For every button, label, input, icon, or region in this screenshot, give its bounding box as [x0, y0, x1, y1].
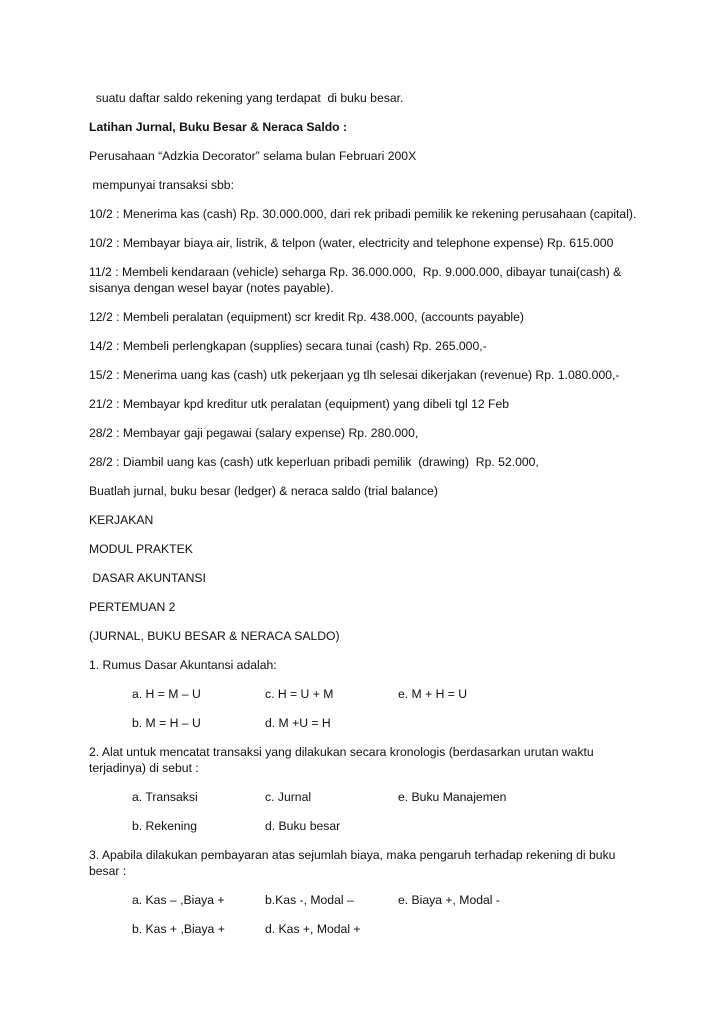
question-options [89, 789, 649, 834]
question-options [89, 686, 649, 731]
exercise-title: Latihan Jurnal, Buku Besar & Neraca Saldo : [89, 120, 348, 134]
transaction-line: 12/2 : Membeli peralatan (equipment) scr kredit Rp. 438.000, (accounts payable) [89, 310, 524, 324]
option-b-alt: b.Kas -, Modal – [265, 893, 354, 907]
option-row [132, 789, 649, 805]
transaction-line: 15/2 : Menerima uang kas (cash) utk pekerjaan yg tlh selesai dikerjakan (revenue) Rp. 1.080.000,- [89, 368, 620, 382]
transaction-line: 10/2 : Membayar biaya air, listrik, & telpon (water, electricity and telephone expense) Rp. 615.000 [89, 236, 614, 250]
option-d: d. Buku besar [265, 819, 341, 833]
option-b: b. M = H – U [132, 716, 201, 730]
question-options [89, 892, 649, 937]
option-row [132, 892, 649, 908]
option-row [132, 686, 649, 702]
option-b: b. Rekening [132, 819, 198, 833]
option-e: e. M + H = U [398, 687, 468, 701]
option-a: a. Transaksi [132, 790, 198, 804]
kerjakan-heading: KERJAKAN [89, 513, 154, 527]
option-b: b. Kas + ,Biaya + [132, 922, 225, 936]
transaction-line: 21/2 : Membayar kpd kreditur utk peralatan (equipment) yang dibeli tgl 12 Feb [89, 397, 510, 411]
option-row [132, 715, 649, 731]
question-text: 1. Rumus Dasar Akuntansi adalah: [89, 658, 277, 672]
option-c: c. Jurnal [265, 790, 312, 804]
transaction-line: 10/2 : Menerima kas (cash) Rp. 30.000.000, dari rek pribadi pemilik ke rekening perusahaan (capital). [89, 207, 637, 221]
company-line: Perusahaan “Adzkia Decorator” selama bulan Februari 200X [89, 149, 417, 163]
option-row [132, 921, 649, 937]
modul-heading: MODUL PRAKTEK [89, 542, 193, 556]
transaction-line: 28/2 : Diambil uang kas (cash) utk keperluan pribadi pemilik (drawing) Rp. 52.000, [89, 455, 539, 469]
task-line: Buatlah jurnal, buku besar (ledger) & neraca saldo (trial balance) [89, 484, 438, 498]
intro-line: suatu daftar saldo rekening yang terdapat di buku besar. [89, 91, 404, 105]
option-d: d. M +U = H [265, 716, 331, 730]
transaction-line: 14/2 : Membeli perlengkapan (supplies) secara tunai (cash) Rp. 265.000,- [89, 339, 487, 353]
topic-heading: (JURNAL, BUKU BESAR & NERACA SALDO) [89, 629, 340, 643]
question-text: 3. Apabila dilakukan pembayaran atas sejumlah biaya, maka pengaruh terhadap rekening di buku besar : [89, 848, 616, 878]
option-d: d. Kas +, Modal + [265, 922, 361, 936]
option-e: e. Biaya +, Modal - [398, 893, 500, 907]
transactions-intro: mempunyai transaksi sbb: [89, 178, 234, 192]
option-e: e. Buku Manajemen [398, 790, 507, 804]
transaction-line: 11/2 : Membeli kendaraan (vehicle) seharga Rp. 36.000.000, Rp. 9.000.000, dibayar tunai(cash) & sisanya dengan wesel bayar (notes payable). [89, 265, 622, 295]
option-row [132, 818, 649, 834]
document-page [89, 90, 649, 950]
option-a: a. H = M – U [132, 687, 201, 701]
dasar-heading: DASAR AKUNTANSI [89, 571, 206, 585]
option-c: c. H = U + M [265, 687, 334, 701]
option-a: a. Kas – ,Biaya + [132, 893, 225, 907]
question-text: 2. Alat untuk mencatat transaksi yang dilakukan secara kronologis (berdasarkan urutan waktu terjadinya) di sebut : [89, 745, 594, 775]
pertemuan-heading: PERTEMUAN 2 [89, 600, 176, 614]
transaction-line: 28/2 : Membayar gaji pegawai (salary expense) Rp. 280.000, [89, 426, 419, 440]
